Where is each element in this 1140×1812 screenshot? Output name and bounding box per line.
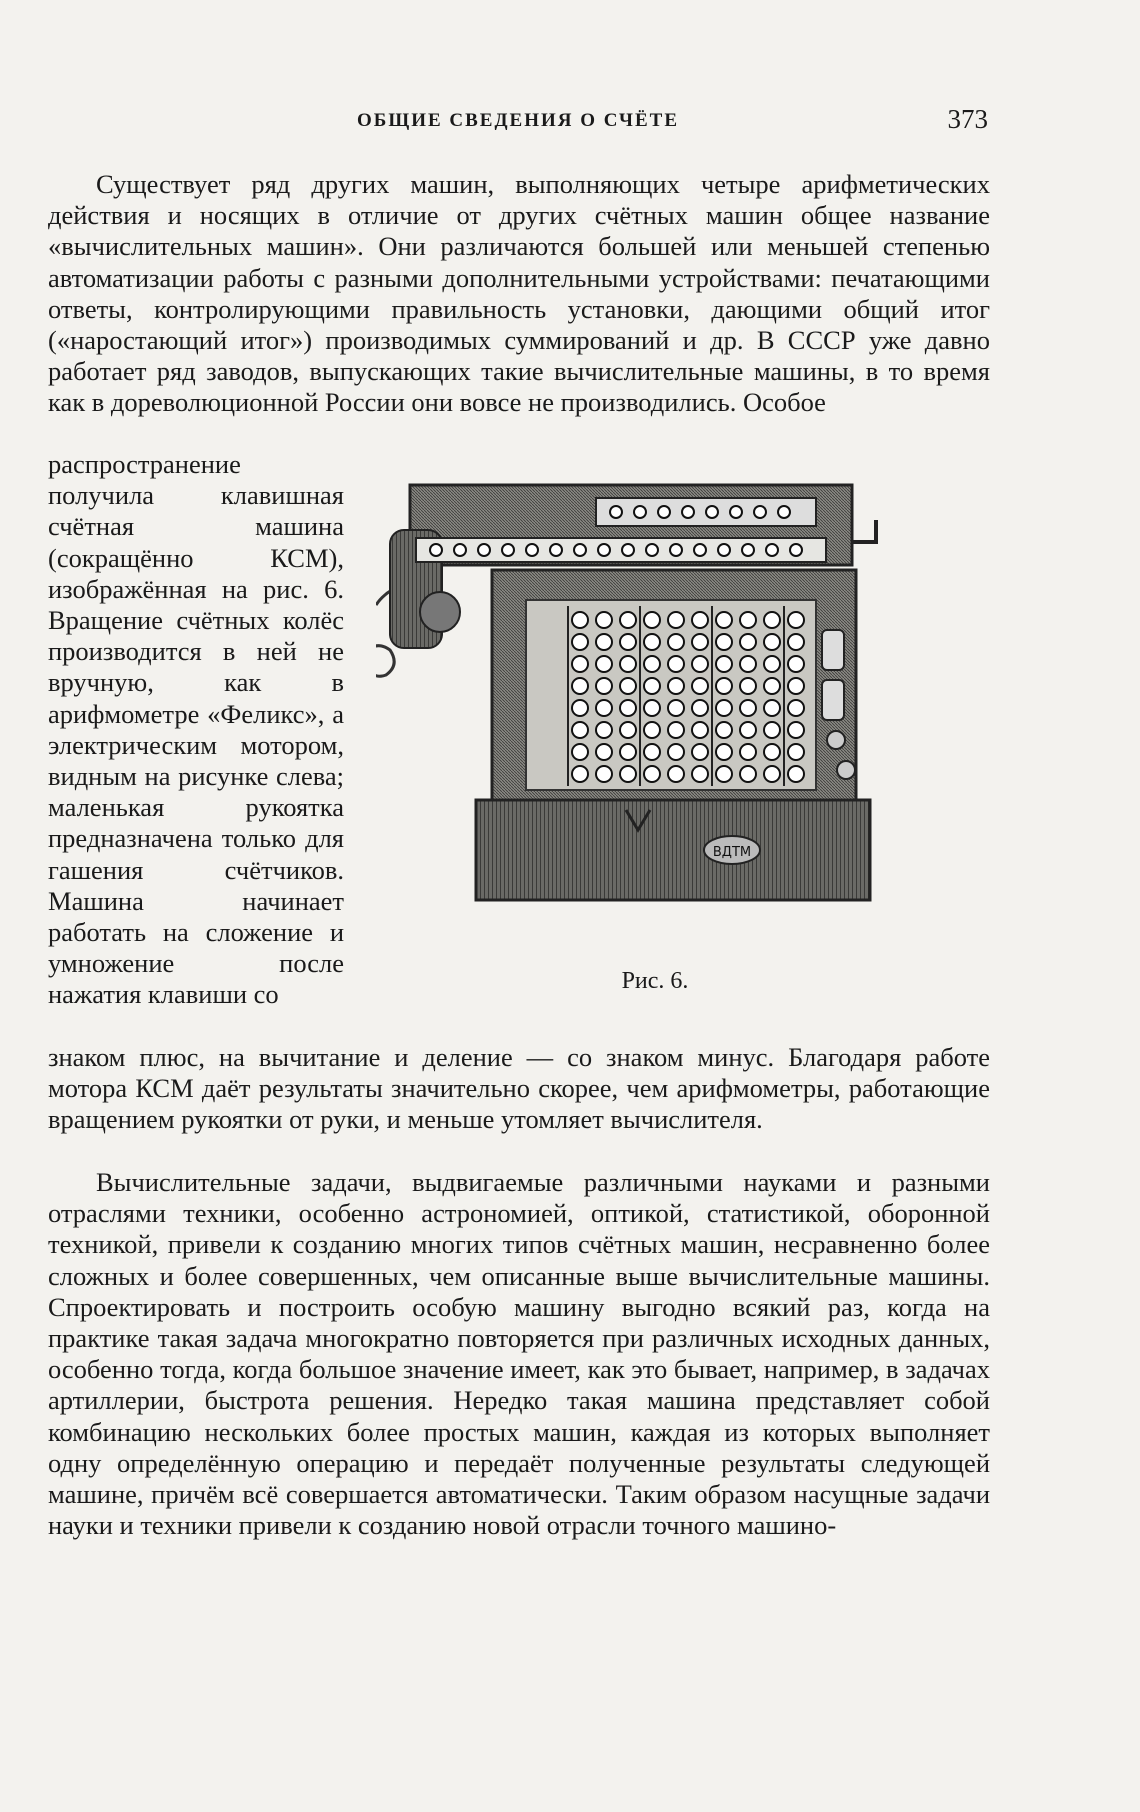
paragraph-1-continuation xyxy=(48,1042,990,1136)
page-header xyxy=(48,104,988,144)
paragraph-1-text: Существует ряд других машин, выполняющих четыре арифметических действия и носящих в отличие от других счётных машин общее название «вычислительных машин». Они различаются большей или меньшей степенью автоматизации работы с разными дополнительными устройствами: печатающими ответы, контролирующими правильность установки, дающими общий итог («наростающий итог») производимых суммирований и др. В СССР уже давно работает ряд заводов, выпускающих такие вычислительные машины, в то время как в дореволюционной России они вовсе не производились. Особое xyxy=(48,169,990,418)
motor-cap xyxy=(420,592,460,632)
figure-6 xyxy=(376,480,996,1000)
paragraph-1-side-column xyxy=(48,449,344,1011)
continuation-text: знаком плюс, на вычитание и деление — со знаком минус. Благодаря работе мотора КСМ даёт результаты значительно скорее, чем арифмометры, работающие вращением рукоятки от руки, и меньше утомляет вычислителя. xyxy=(48,1042,990,1135)
paragraph-1-full-width xyxy=(48,169,990,419)
running-title: ОБЩИЕ СВЕДЕНИЯ О СЧЁТЕ xyxy=(357,110,679,131)
crank-handle xyxy=(852,520,876,542)
machine-base xyxy=(476,800,870,900)
page-number: 373 xyxy=(947,104,988,134)
calculating-machine-illustration xyxy=(376,480,976,960)
clear-knob xyxy=(827,731,845,749)
emblem-label: ВДТМ xyxy=(712,845,752,860)
cable-loop xyxy=(376,646,394,677)
plus-key xyxy=(822,630,844,670)
figure-caption: Рис. 6. xyxy=(621,968,689,994)
paragraph-2 xyxy=(48,1167,990,1541)
minus-key xyxy=(822,680,844,720)
clear-knob-2 xyxy=(837,761,855,779)
paragraph-2-text: Вычислительные задачи, выдвигаемые различными науками и разными отраслями техники, особенно астрономией, оптикой, статистикой, оборонной техникой, привели к созданию многих типов счётных машин, несравненно более сложных и более совершенных, чем описанные выше вычислительные машины. Спроектировать и построить особую машину выгодно всякий раз, когда на практике такая задача многократно повторяется при различных исходных данных, особенно тогда, когда большое значение имеет, как это бывает, например, в задачах артиллерии, быстрота решения. Нередко такая машина представляет собой комбинацию нескольких более простых машин, каждая из которых выполняет одну определённую операцию и передаёт полученные результаты следующей машине, причём всё совершается автоматически. Таким образом насущные задачи науки и техники привели к созданию новой отрасли точного машино- xyxy=(48,1167,990,1541)
side-column-text: распространение получила клавишная счётная машина (сокращённо КСМ), изображённая на рис. 6. Вращение счётных колёс производится в ней не вручную, как в арифмометре «Феликс», а электрическим мотором, видным на рисунке слева; маленькая рукоятка предназначена только для гашения счётчиков. Машина начинает работать на сложение и умножение после нажатия клавиши со xyxy=(48,449,344,1010)
